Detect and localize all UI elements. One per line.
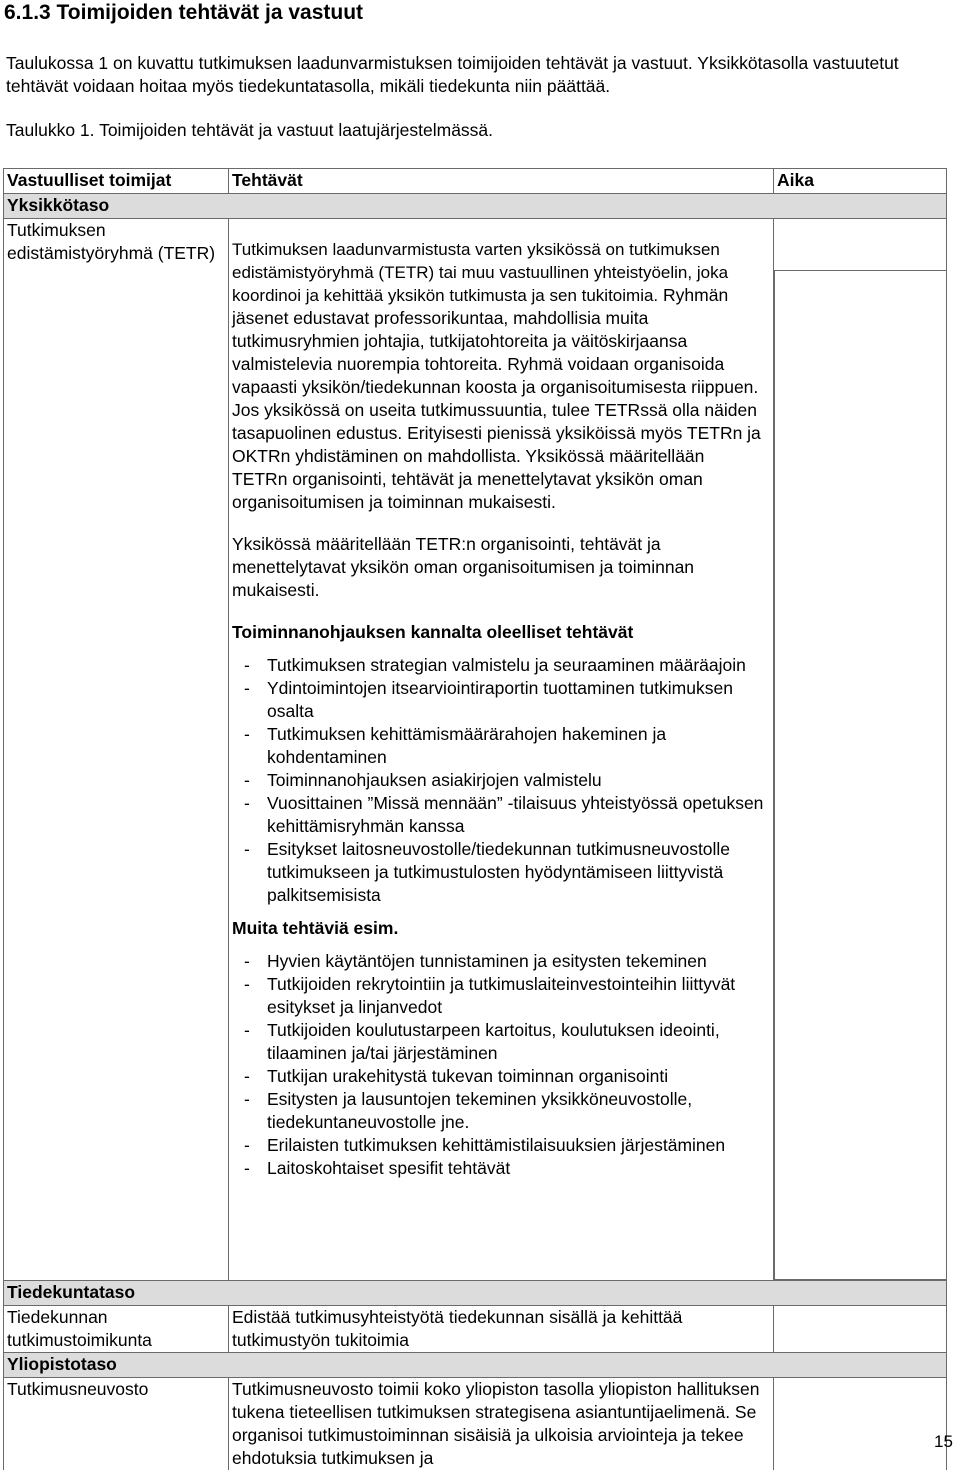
faculty-level-row	[4, 1281, 947, 1306]
faculty-actor: Tiedekunnan tutkimustoimikunta	[7, 1307, 152, 1350]
faculty-level-label: Tiedekuntataso	[4, 1281, 947, 1306]
university-time-cell	[774, 1378, 947, 1470]
table-header-row	[4, 169, 947, 194]
unit-level-label: Yksikkötaso	[4, 194, 947, 219]
unit-level-content-row	[4, 219, 947, 1281]
header-actors: Vastuulliset toimijat	[4, 169, 229, 194]
list-item: - Toiminnanohjauksen asiakirjojen valmistelu	[232, 769, 770, 792]
list-item: - Erilaisten tutkimuksen kehittämistilaisuuksien järjestäminen	[232, 1134, 770, 1157]
header-tasks: Tehtävät	[229, 169, 774, 194]
unit-para2: Yksikössä määritellään TETR:n organisointi, tehtävät ja menettelytavat yksikön oman organisoitumisen ja toiminnan mukaisesti.	[232, 533, 770, 602]
table-caption: Taulukko 1. Toimijoiden tehtävät ja vastuut laatujärjestelmässä.	[6, 119, 493, 142]
unit-para1-lead: Tutkimuksen laadunvarmistusta varten yksikössä on tutkimuksen edistämistyöryhmä (TETR) tai muu vastuullinen yhteistyöelin, joka koordinoi ja kehittää yksikön tutkimusta ja sen tukitoimia.	[232, 240, 728, 305]
section-heading: 6.1.3 Toimijoiden tehtävät ja vastuut	[4, 0, 363, 26]
list-item: - Hyvien käytäntöjen tunnistaminen ja esitysten tekeminen	[232, 950, 770, 973]
university-level-label: Yliopistotaso	[4, 1353, 947, 1378]
faculty-task: Edistää tutkimusyhteistyötä tiedekunnan sisällä ja kehittää tutkimustyön tukitoimia	[232, 1307, 682, 1350]
other-list	[232, 950, 770, 1180]
header-time: Aika	[774, 169, 947, 194]
university-task-cell	[229, 1378, 774, 1470]
ops-list	[232, 654, 770, 907]
faculty-task-cell	[229, 1306, 774, 1353]
list-item: - Tutkijoiden rekrytointiin ja tutkimuslaiteinvestointeihin liittyvät esitykset ja linjanvedot	[232, 973, 770, 1019]
university-task: Tutkimusneuvosto toimii koko yliopiston tasolla yliopiston hallituksen tukena tieteellisen tutkimuksen strategisena asiantuntijaelimenä. Se organisoi tutkimustoiminnan sisäisiä ja ulkoisia arviointeja ja tekee ehdotuksia tutkimuksen ja	[232, 1379, 760, 1468]
university-actor-cell	[4, 1378, 229, 1470]
list-item: - Tutkimuksen strategian valmistelu ja seuraaminen määräajoin	[232, 654, 770, 677]
university-level-content-row	[4, 1378, 947, 1470]
unit-time-cell	[774, 219, 947, 1281]
other-heading: Muita tehtäviä esim.	[232, 917, 770, 940]
list-item: - Laitoskohtaiset spesifit tehtävät	[232, 1157, 770, 1180]
page-number: 15	[934, 1432, 953, 1452]
faculty-level-content-row	[4, 1306, 947, 1353]
list-item: - Esitysten ja lausuntojen tekeminen yksikköneuvostolle, tiedekuntaneuvostolle jne.	[232, 1088, 770, 1134]
list-item: - Esitykset laitosneuvostolle/tiedekunnan tutkimusneuvostolle tutkimukseen ja tutkimustulosten hyödyntämiseen liittyvistä palkitsemisista	[232, 838, 770, 907]
faculty-actor-cell	[4, 1306, 229, 1353]
list-item: - Tutkimuksen kehittämismäärärahojen hakeminen ja kohdentaminen	[232, 723, 770, 769]
unit-actor-cell	[4, 219, 229, 1281]
list-item: - Tutkijoiden koulutustarpeen kartoitus, koulutuksen ideointi, tilaaminen ja/tai järjestäminen	[232, 1019, 770, 1065]
list-item: - Vuosittainen ”Missä mennään” -tilaisuus yhteistyössä opetuksen kehittämisryhmän kanssa	[232, 792, 770, 838]
list-item: - Tutkijan urakehitystä tukevan toiminnan organisointi	[232, 1065, 770, 1088]
university-actor: Tutkimusneuvosto	[7, 1379, 148, 1399]
intro-paragraph: Taulukossa 1 on kuvattu tutkimuksen laadunvarmistuksen toimijoiden tehtävät ja vastuut. Yksikkötasolla vastuutetut tehtävät voidaan hoitaa myös tiedekuntatasolla, mikäli tiedekunta niin päättää.	[6, 52, 936, 98]
unit-level-row	[4, 194, 947, 219]
list-item: - Ydintoimintojen itsearviointiraportin tuottaminen tutkimuksen osalta	[232, 677, 770, 723]
university-level-row	[4, 1353, 947, 1378]
unit-time-box	[774, 270, 946, 1280]
unit-para1-rest: Ryhmän jäsenet edustavat professorikuntaa, mahdollisia muita tutkimusryhmien johtajia, tutkijatohtoreita ja väitöskirjaansa valmistelevia nuorempia tohtoreita. Ryhmä voidaan organisoida vapaasti yksikön/tiedekunnan koosta ja organisoitumisesta riippuen. Jos yksikössä on useita tutkimussuuntia, tulee TETRssä olla näiden tasapuolinen edustus. Erityisesti pienissä yksiköissä myös TETRn ja OKTRn yhdistäminen on mahdollista. Yksikössä määritellään TETRn organisointi, tehtävät ja menettelytavat yksikön oman organisoitumisen ja toiminnan mukaisesti.	[232, 285, 761, 512]
unit-actor: Tutkimuksen edistämistyöryhmä (TETR)	[7, 220, 215, 263]
faculty-time-cell	[774, 1306, 947, 1353]
ops-heading: Toiminnanohjauksen kannalta oleelliset tehtävät	[232, 621, 770, 644]
responsibilities-table	[3, 168, 947, 1470]
unit-tasks-cell	[229, 219, 774, 1281]
